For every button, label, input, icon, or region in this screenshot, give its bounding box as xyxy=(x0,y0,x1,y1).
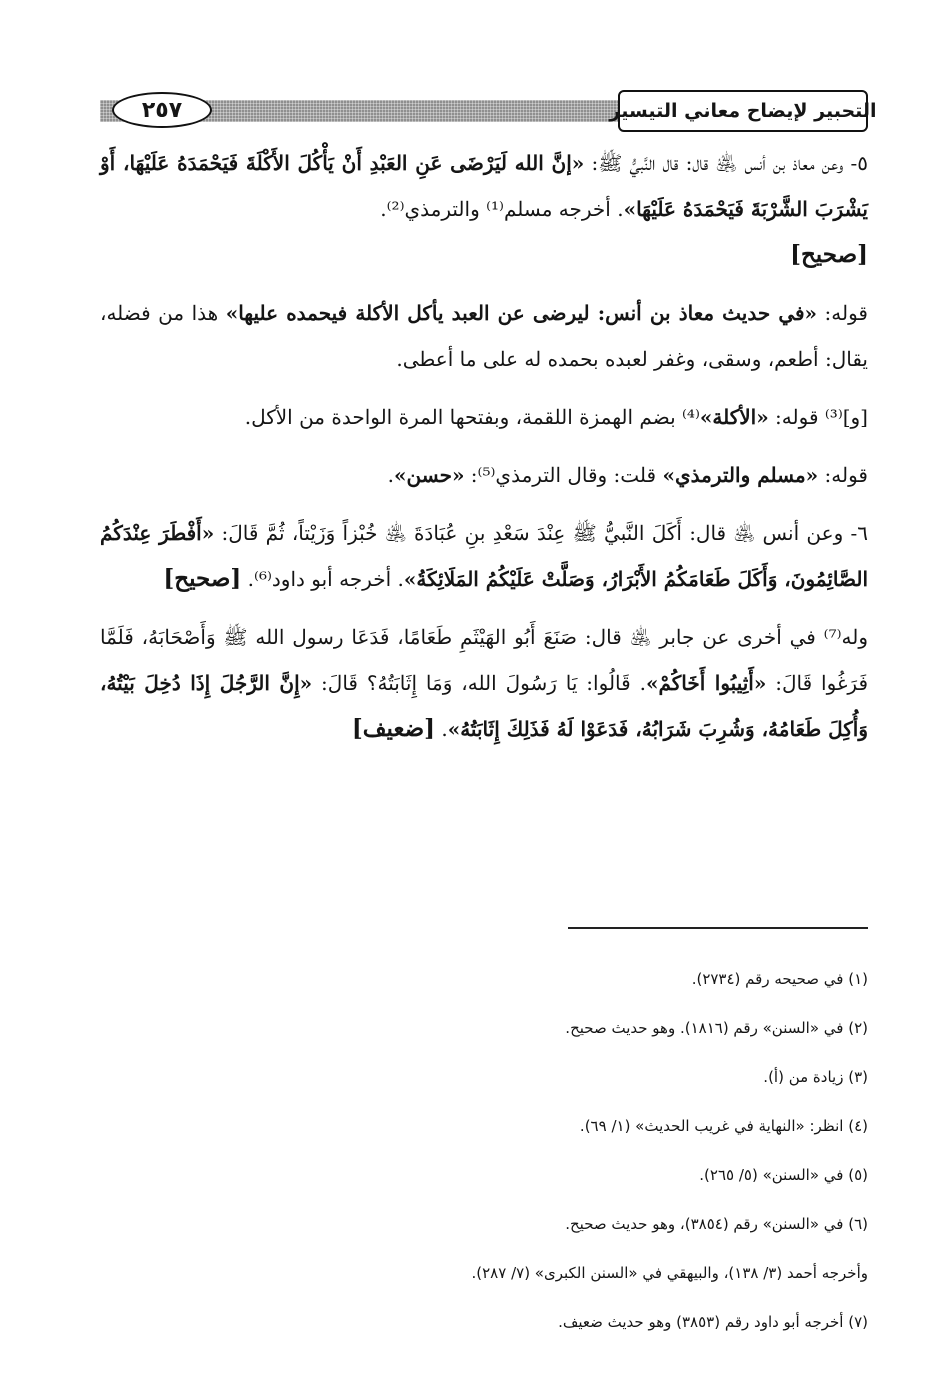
book-title: التحبير لإيضاح معاني التيسير xyxy=(618,90,868,132)
commentary-3-prefix: قوله: xyxy=(818,463,868,487)
hadith-5-intro: ٥- وعن معاذ بن أنس ﵁ قال: قال النَّبيُّ ﷺ: xyxy=(584,151,868,175)
hadith-5-grade: [صحيح] xyxy=(790,241,868,268)
hadith-7-quote-1: «أَثِيبُوا أَخَاكُمْ» xyxy=(645,671,767,695)
footnote-5: (٥) في «السنن» (٥/ ٢٦٥). xyxy=(699,1166,868,1184)
footnote-2: (٢) في «السنن» رقم (١٨١٦). وهو حديث صحيح. xyxy=(565,1019,868,1037)
hadith-6-source: . أخرجه أبو داود⁽⁶⁾. xyxy=(241,567,404,591)
commentary-2 xyxy=(100,394,868,440)
hadith-7-intro: وله⁽⁷⁾ في أخرى عن جابر ﵁ قال: صَنَعَ أَبُو الهَيْثَمِ طَعَامًا، فَدَعَا رسول الله ﷺ وَأَصْحَابَهُ، فَلَمَّا فَرَغُوا قَالَ: xyxy=(100,625,868,695)
page-number: ٢٥٧ xyxy=(112,92,212,128)
hadith-6-quote: «أَفْطَرَ عِنْدَكُمُ الصَّائِمُونَ، وَأَكَلَ طَعَامَكُمُ الأَبْرَارُ، وَصَلَّتْ عَلَيْكُمُ المَلَائِكَةُ» xyxy=(100,521,868,591)
commentary-3-end: . xyxy=(387,463,395,487)
commentary-1-text: هذا من فضله، يقال: أطعم، وسقى، وغفر لعبده بحمده له على ما أعطى. xyxy=(100,301,868,371)
commentary-1 xyxy=(100,290,868,382)
hadith-7-end: . xyxy=(434,717,448,741)
commentary-1-prefix: قوله: xyxy=(817,301,868,325)
footnote-4: (٤) انظر: «النهاية في غريب الحديث» (١/ ٦٩). xyxy=(579,1117,868,1135)
footnote-7: (٧) أخرجه أبو داود رقم (٣٨٥٣) وهو حديث ضعيف. xyxy=(558,1313,868,1331)
hadith-6-intro: ٦- وعن أنس ﵁ قال: أَكَلَ النَّبيُّ ﷺ عِنْدَ سَعْدِ بنِ عُبَادَةَ ﵁ خُبْزاً وَزَيْتاً، ثُمَّ قَالَ: xyxy=(214,521,868,545)
commentary-3 xyxy=(100,452,868,498)
commentary-2-text: ⁽⁴⁾ بضم الهمزة اللقمة، وبفتحها المرة الواحدة من الأكل. xyxy=(244,405,700,429)
hadith-6 xyxy=(100,510,868,602)
footnote-6-continued: وأخرجه أحمد (٣/ ١٣٨)، والبيهقي في «السنن الكبرى» (٧/ ٢٨٧). xyxy=(471,1264,868,1282)
commentary-2-quote: «الأكلة» xyxy=(699,405,769,429)
footnote-3: (٣) زيادة من (أ). xyxy=(763,1068,868,1086)
hadith-7 xyxy=(100,614,868,752)
hadith-5-source: . أخرجه مسلم⁽¹⁾ والترمذي⁽²⁾. xyxy=(380,197,624,221)
main-text xyxy=(100,140,868,764)
footnote-separator xyxy=(568,927,868,929)
hadith-6-grade: [صحيح] xyxy=(163,565,242,592)
hadith-5-quote: «إنَّ الله لَيَرْضَى عَنِ العَبْدِ أَنْ يَأْكُلَ الأَكْلَةَ فَيَحْمَدَهُ عَلَيْهَا، أَوْ يَشْرَبَ الشَّرْبَةَ فَيَحْمَدَهُ عَلَيْهَا» xyxy=(100,151,868,221)
commentary-1-quote: «في حديث معاذ بن أنس: ليرضى عن العبد يأكل الأكلة فيحمده عليها» xyxy=(225,301,818,325)
commentary-3-quote: «مسلم والترمذي» xyxy=(662,463,819,487)
hadith-7-grade: [ضعيف] xyxy=(351,715,435,742)
commentary-3-text: قلت: وقال الترمذي⁽⁵⁾: xyxy=(464,463,663,487)
commentary-3-quote2: «حسن» xyxy=(394,463,465,487)
footnote-6: (٦) في «السنن» رقم (٣٨٥٤)، وهو حديث صحيح. xyxy=(565,1215,868,1233)
footnote-1: (١) في صحيحه رقم (٢٧٣٤). xyxy=(691,970,868,988)
commentary-2-prefix: [و]⁽³⁾ قوله: xyxy=(768,405,868,429)
hadith-7-middle: . قَالُوا: يَا رَسُولَ الله، وَمَا إِثَابَتُهُ؟ قَالَ: xyxy=(312,671,646,695)
hadith-7-quote-2: «إِنَّ الرَّجُلَ إِذَا دُخِلَ بَيْتُهُ، وَأُكِلَ طَعَامُهُ، وَشُرِبَ شَرَابُهُ، فَدَعَوْا لَهُ فَذَلِكَ إِثَابَتُهُ» xyxy=(100,671,868,741)
footnotes xyxy=(100,955,868,1347)
hadith-5 xyxy=(100,140,868,278)
page-header xyxy=(100,92,877,136)
